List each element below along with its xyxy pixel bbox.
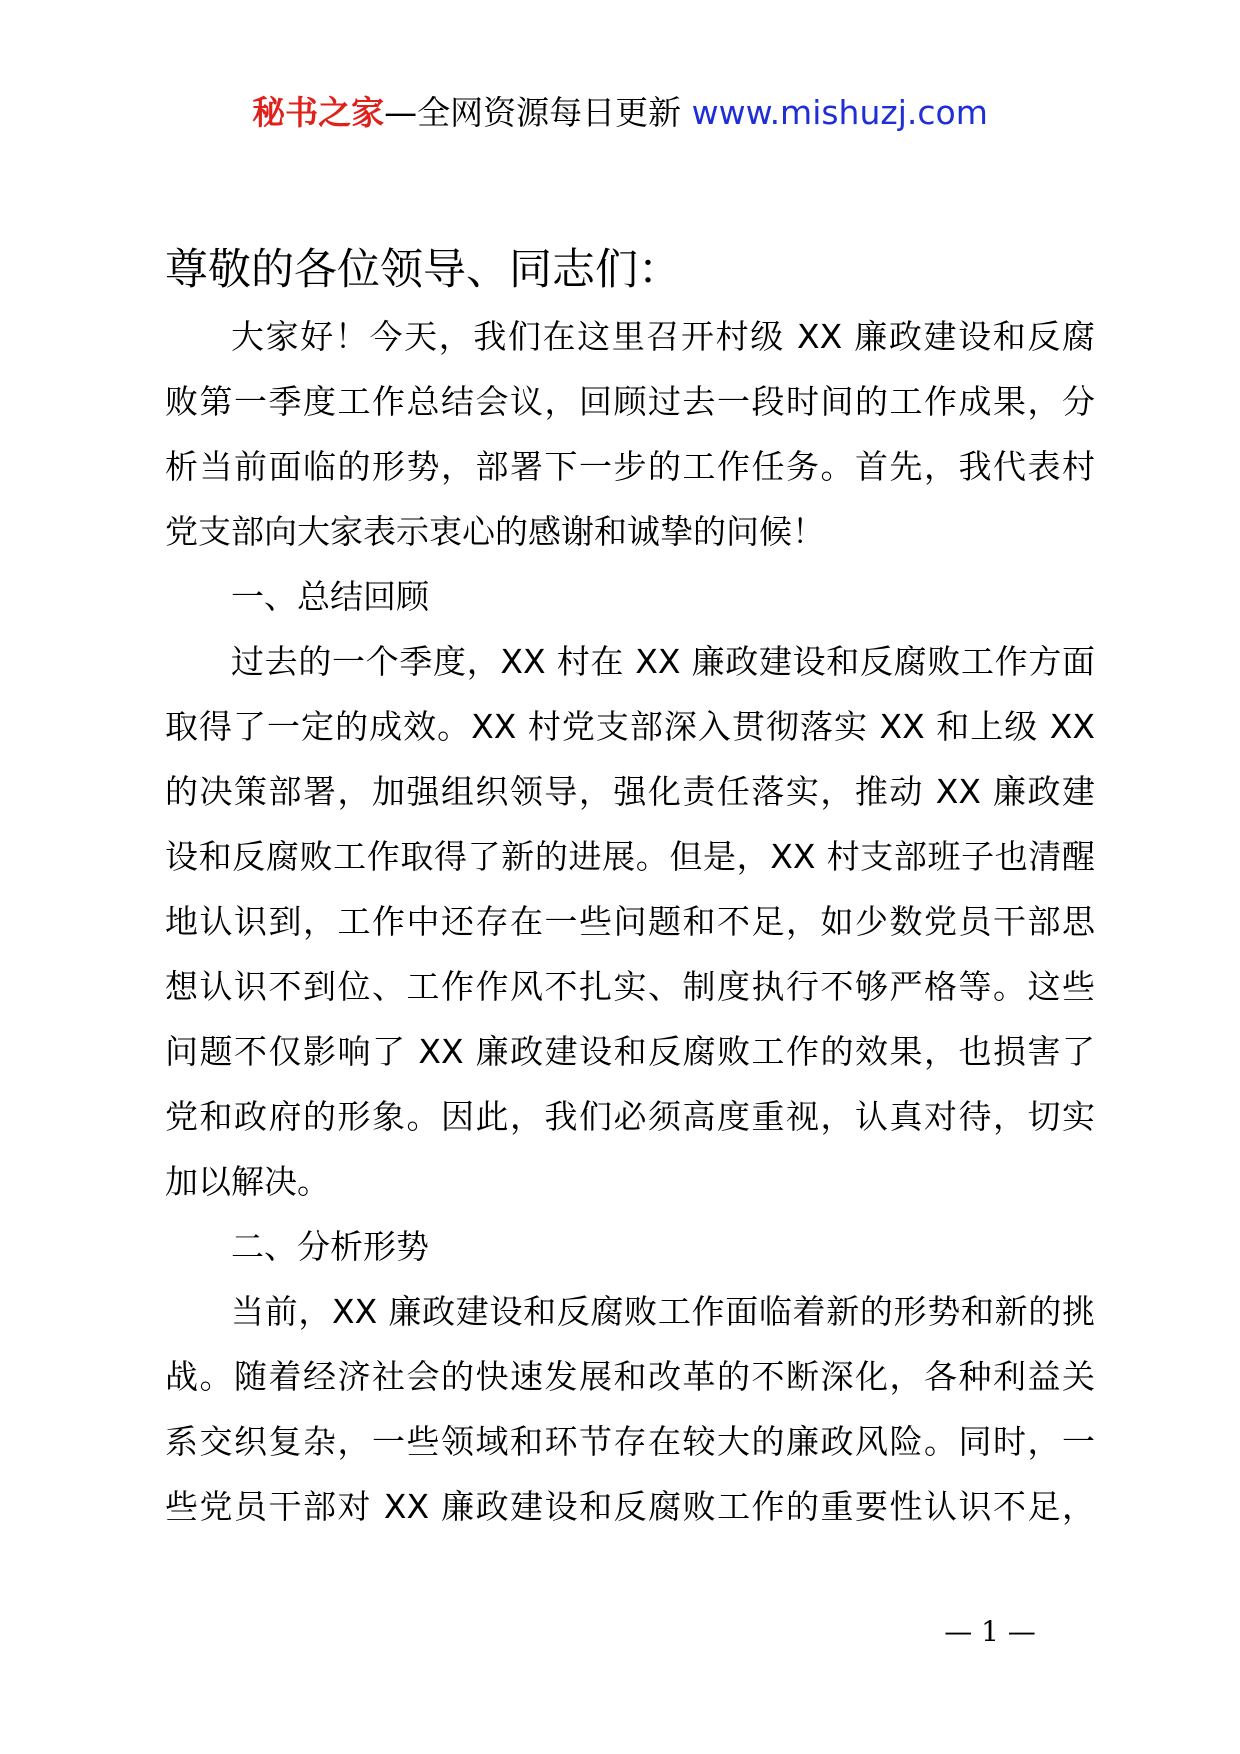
text-line: 当前，XX 廉政建设和反腐败工作面临着新的形势和新的挑: [231, 1292, 1095, 1331]
page-number: — 1 —: [944, 1615, 1036, 1648]
text-line: 的决策部署，加强组织领导，强化责任落实，推动 XX 廉政建: [165, 772, 1095, 811]
section-heading-analysis: 二、分析形势: [231, 1227, 429, 1266]
text-line: 战。随着经济社会的快速发展和改革的不断深化，各种利益关: [165, 1357, 1095, 1396]
site-banner: [0, 88, 1240, 138]
text-line: 党和政府的形象。因此，我们必须高度重视，认真对待，切实: [165, 1097, 1095, 1136]
text-line: 党支部向大家表示衷心的感谢和诚挚的问候！: [165, 512, 825, 551]
banner-slogan: —全网资源每日更新: [384, 93, 682, 132]
text-line: 败第一季度工作总结会议，回顾过去一段时间的工作成果，分: [165, 382, 1095, 421]
text-line: 大家好！今天，我们在这里召开村级 XX 廉政建设和反腐: [231, 317, 1095, 356]
text-line: 些党员干部对 XX 廉政建设和反腐败工作的重要性认识不足，: [165, 1487, 1095, 1526]
text-line: 析当前面临的形势，部署下一步的工作任务。首先，我代表村: [165, 447, 1095, 486]
banner-brand: 秘书之家: [252, 93, 385, 132]
banner-url-link[interactable]: www.mishuzj.com: [691, 93, 988, 132]
text-line: 加以解决。: [165, 1162, 330, 1201]
section-heading-review: 一、总结回顾: [231, 577, 429, 616]
text-line: 取得了一定的成效。XX 村党支部深入贯彻落实 XX 和上级 XX: [165, 707, 1095, 746]
text-line: 过去的一个季度，XX 村在 XX 廉政建设和反腐败工作方面: [231, 642, 1095, 681]
text-line: 想认识不到位、工作作风不扎实、制度执行不够严格等。这些: [165, 967, 1095, 1006]
text-line: 设和反腐败工作取得了新的进展。但是，XX 村支部班子也清醒: [165, 837, 1095, 876]
text-line: 系交织复杂，一些领域和环节存在较大的廉政风险。同时，一: [165, 1422, 1095, 1461]
text-line: 地认识到，工作中还存在一些问题和不足，如少数党员干部思: [165, 902, 1095, 941]
salutation-heading: 尊敬的各位领导、同志们：: [165, 245, 681, 295]
text-line: 问题不仅影响了 XX 廉政建设和反腐败工作的效果，也损害了: [165, 1032, 1095, 1071]
document-body: [165, 304, 1095, 1539]
